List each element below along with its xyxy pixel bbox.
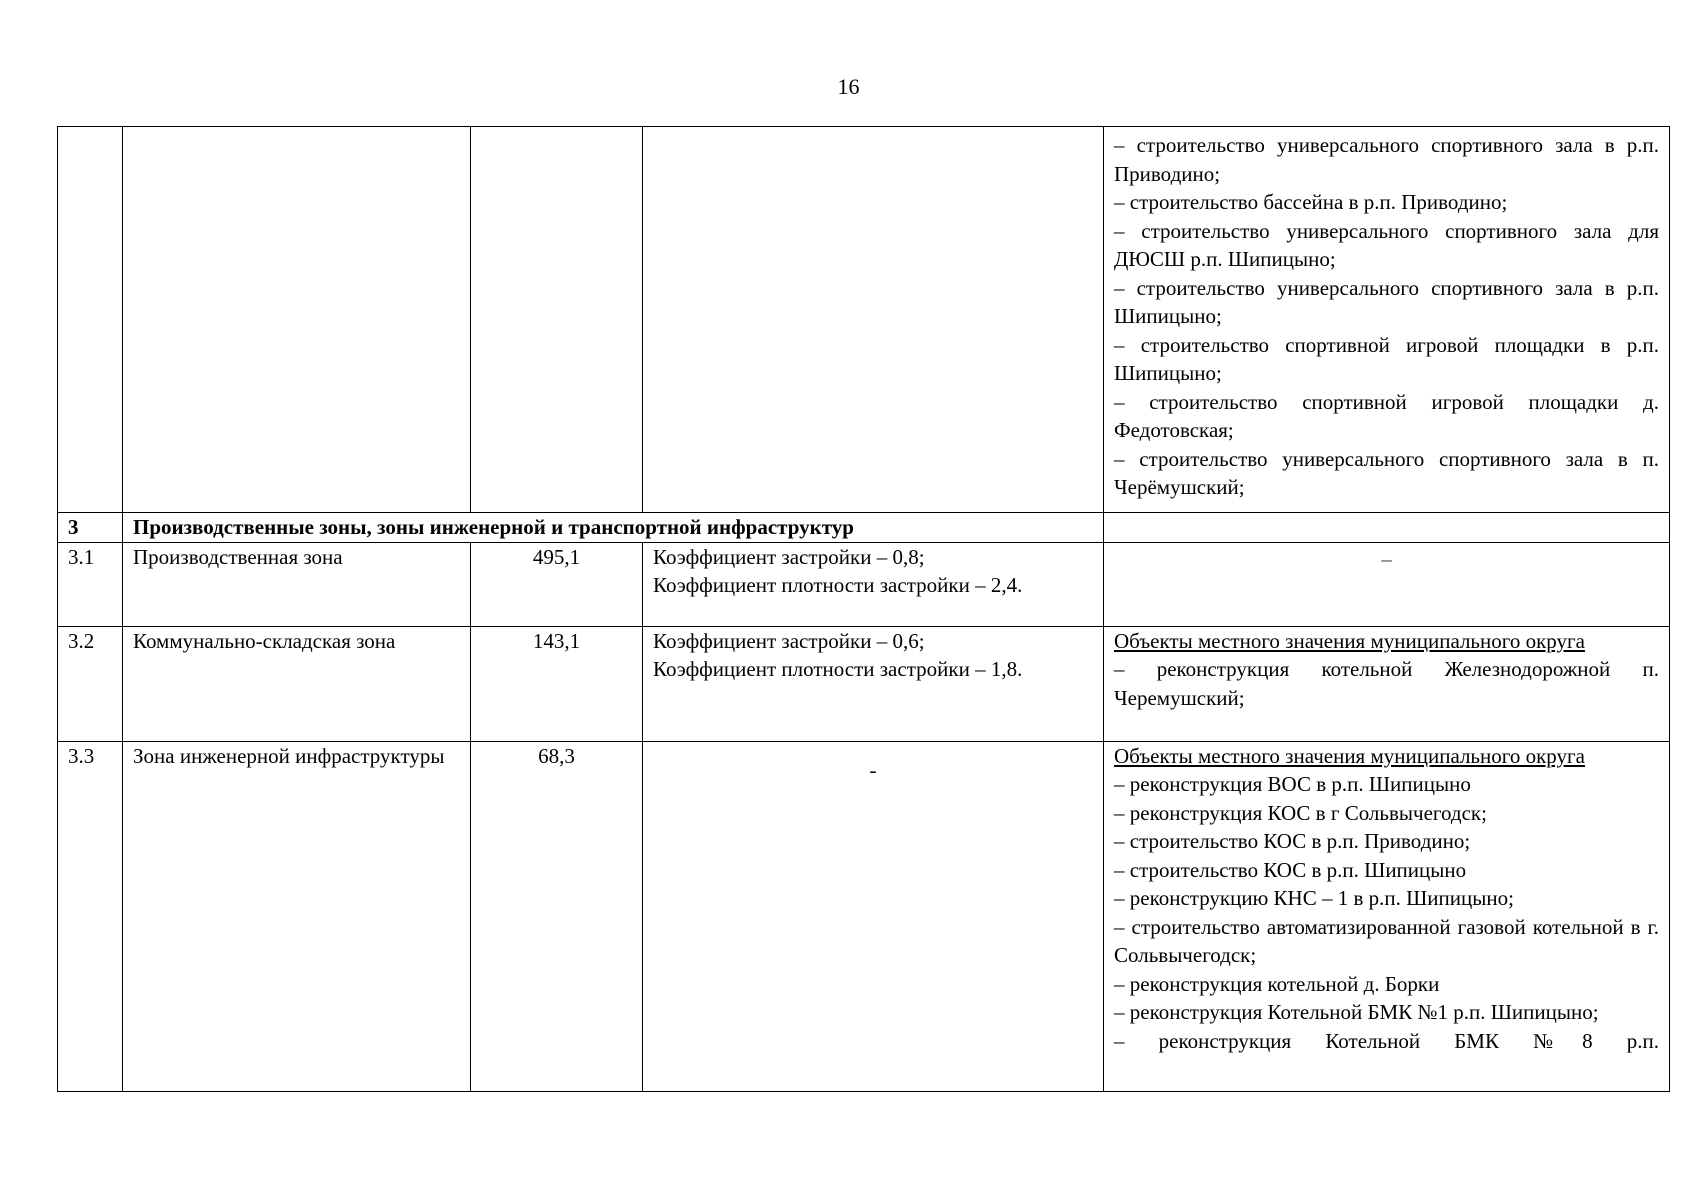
cell-objects — [1104, 127, 1670, 513]
zone-area: 495,1 — [471, 542, 643, 626]
list-item: – реконструкция котельной Железнодорожной п. Черемушский; — [1114, 657, 1659, 710]
param-line: Коэффициент застройки – 0,8; — [653, 544, 925, 569]
param-line: Коэффициент плотности застройки – 2,4. — [653, 573, 1023, 597]
cell-objects — [1104, 626, 1670, 741]
list-item: – реконструкция котельной д. Борки — [1114, 971, 1440, 996]
cell-num — [58, 127, 123, 513]
cell-name — [123, 127, 471, 513]
list-item: – реконструкция Котельной БМК №8 р.п. — [1114, 1028, 1659, 1053]
row-number: 3.1 — [58, 542, 123, 626]
zone-params — [643, 626, 1104, 741]
objects-heading: Объекты местного значения муниципального округа — [1114, 743, 1585, 768]
list-item: – реконструкцию КНС – 1 в р.п. Шипицыно; — [1114, 886, 1514, 910]
list-item: – строительство автоматизированной газовой котельной в г. Сольвычегодск; — [1114, 914, 1659, 967]
zone-name: Зона инженерной инфраструктуры — [123, 741, 471, 1091]
list-item: – строительство универсального спортивного зала в р.п. Приводино; — [1114, 133, 1659, 186]
cell-objects — [1104, 513, 1670, 543]
list-item: – реконструкция Котельной БМК №1 р.п. Шипицыно; — [1114, 1000, 1599, 1024]
table-row — [58, 127, 1670, 513]
zone-params — [643, 542, 1104, 626]
list-item: – реконструкция КОС в г Сольвычегодск; — [1114, 800, 1487, 825]
zones-table — [57, 126, 1670, 1092]
objects-empty: – — [1104, 542, 1670, 626]
cell-objects — [1104, 741, 1670, 1091]
list-item: – реконструкция ВОС в р.п. Шипицыно — [1114, 772, 1471, 796]
list-item: – строительство спортивной игровой площадки в р.п. Шипицыно; — [1114, 332, 1659, 385]
list-item: – строительство универсального спортивного зала для ДЮСШ р.п. Шипицыно; — [1114, 218, 1659, 271]
table-row — [58, 542, 1670, 626]
cell-area — [471, 127, 643, 513]
zone-area: 143,1 — [471, 626, 643, 741]
zone-area: 68,3 — [471, 741, 643, 1091]
cell-params — [643, 127, 1104, 513]
zone-params: - — [643, 741, 1104, 1091]
row-number: 3.3 — [58, 741, 123, 1091]
list-item: – строительство КОС в р.п. Шипицыно — [1114, 857, 1467, 882]
param-line: Коэффициент плотности застройки – 1,8. — [653, 657, 1023, 681]
list-item: – строительство КОС в р.п. Приводино; — [1114, 829, 1471, 853]
param-line: Коэффициент застройки – 0,6; — [653, 628, 925, 653]
list-item: – строительство спортивной игровой площадки д. Федотовская; — [1114, 389, 1659, 442]
zone-name: Производственная зона — [123, 542, 471, 626]
section-number: 3 — [58, 513, 123, 543]
list-item: – строительство универсального спортивного зала в р.п. Шипицыно; — [1114, 275, 1659, 328]
objects-heading: Объекты местного значения муниципального округа — [1114, 628, 1585, 653]
list-item: – строительство бассейна в р.п. Приводино; — [1114, 190, 1508, 214]
zone-name: Коммунально-складская зона — [123, 626, 471, 741]
section-title: Производственные зоны, зоны инженерной и транспортной инфраструктур — [123, 513, 1104, 543]
row-number: 3.2 — [58, 626, 123, 741]
table-row — [58, 626, 1670, 741]
page-number: 16 — [837, 74, 860, 99]
list-item: – строительство универсального спортивного зала в п. Черёмушский; — [1114, 446, 1659, 499]
section-row — [58, 513, 1670, 543]
table-row — [58, 741, 1670, 1091]
